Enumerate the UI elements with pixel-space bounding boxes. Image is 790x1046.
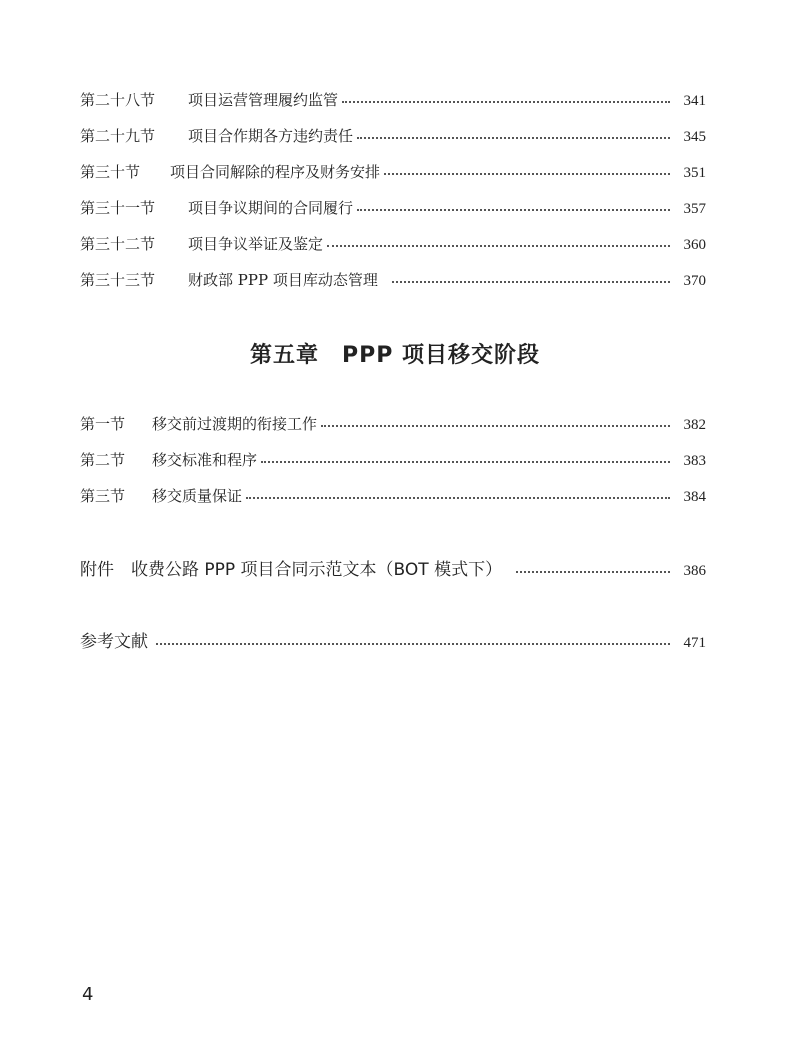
toc-entry[interactable] xyxy=(80,226,706,262)
page-number: 370 xyxy=(683,273,706,289)
section-title: 移交前过渡期的衔接工作 xyxy=(152,415,318,433)
toc-entry[interactable] xyxy=(80,478,706,514)
chapter-title[interactable]: 第五章 PPP 项目移交阶段 xyxy=(249,343,541,368)
page-number: 341 xyxy=(683,93,706,109)
dot-leader xyxy=(357,201,670,216)
dot-leader xyxy=(342,93,670,108)
section-number: 第一节 xyxy=(80,415,126,433)
page-number: 351 xyxy=(683,165,706,181)
appendix-title: 附件 收费公路 PPP 项目合同示范文本（BOT 模式下） xyxy=(80,560,503,580)
dot-leader xyxy=(321,417,670,432)
toc-entry[interactable] xyxy=(80,190,706,226)
page-number: 384 xyxy=(683,489,706,505)
section-title: 项目合作期各方违约责任 xyxy=(188,127,354,145)
toc-entry[interactable] xyxy=(80,442,706,478)
toc-entry[interactable] xyxy=(80,82,706,118)
toc-entry[interactable] xyxy=(80,406,706,442)
dot-leader xyxy=(384,165,670,180)
page-number: 357 xyxy=(683,201,706,217)
section-number: 第二十九节 xyxy=(80,127,156,145)
toc-entry[interactable] xyxy=(80,154,706,190)
page-number: 471 xyxy=(683,635,706,651)
appendix-block xyxy=(80,552,706,588)
section-title: 项目合同解除的程序及财务安排 xyxy=(170,163,381,181)
chapter4-section-list xyxy=(80,82,706,298)
page-number: 345 xyxy=(683,129,706,145)
page-number: 386 xyxy=(683,563,706,579)
section-title: 移交标准和程序 xyxy=(152,451,258,469)
toc-entry-appendix[interactable] xyxy=(80,552,706,588)
section-title: 移交质量保证 xyxy=(152,487,243,505)
dot-leader xyxy=(156,634,670,651)
section-title: 项目运营管理履约监管 xyxy=(188,91,339,109)
section-number: 第二十八节 xyxy=(80,91,156,109)
footer-page-number: 4 xyxy=(82,984,94,1005)
section-title: 项目争议举证及鉴定 xyxy=(188,235,324,253)
dot-leader xyxy=(516,562,670,579)
chapter5-section-list xyxy=(80,406,706,514)
dot-leader xyxy=(357,129,670,144)
dot-leader xyxy=(246,489,670,504)
page-number: 382 xyxy=(683,417,706,433)
section-title: 财政部 PPP 项目库动态管理 xyxy=(188,271,378,289)
references-block xyxy=(80,624,706,660)
section-number: 第三节 xyxy=(80,487,126,505)
toc-entry-references[interactable] xyxy=(80,624,706,660)
dot-leader xyxy=(261,453,670,468)
section-number: 第三十二节 xyxy=(80,235,156,253)
section-number: 第三十三节 xyxy=(80,271,156,289)
page-number: 360 xyxy=(683,237,706,253)
references-title: 参考文献 xyxy=(80,632,148,652)
section-title: 项目争议期间的合同履行 xyxy=(188,199,354,217)
dot-leader xyxy=(327,237,670,252)
section-number: 第三十一节 xyxy=(80,199,156,217)
section-number: 第二节 xyxy=(80,451,126,469)
toc-entry[interactable] xyxy=(80,262,706,298)
page-number: 383 xyxy=(683,453,706,469)
section-number: 第三十节 xyxy=(80,163,141,181)
dot-leader xyxy=(392,273,670,288)
toc-entry[interactable] xyxy=(80,118,706,154)
